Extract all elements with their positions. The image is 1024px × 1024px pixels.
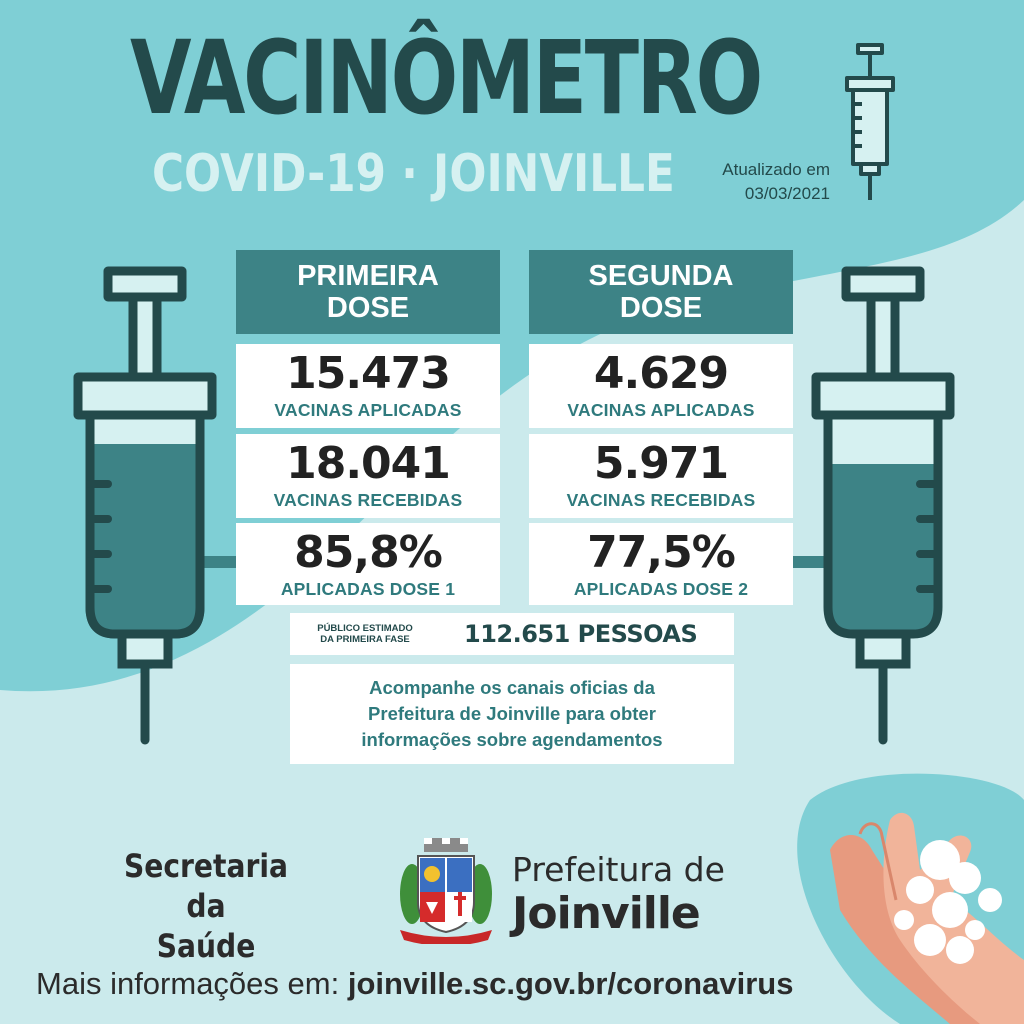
second-dose-heading bbox=[529, 250, 793, 334]
page-subtitle: COVID-19 · JOINVILLE bbox=[152, 144, 675, 204]
info-box bbox=[290, 664, 734, 764]
more-info-url[interactable]: joinville.sc.gov.br/coronavirus bbox=[347, 966, 794, 1001]
updated-label: Atualizado em bbox=[722, 160, 830, 179]
second-dose-percent-value: 77,5% bbox=[587, 527, 735, 578]
first-dose-heading-line2: DOSE bbox=[326, 292, 410, 324]
secretaria-label bbox=[109, 846, 303, 966]
first-dose-applied-value: 15.473 bbox=[286, 348, 450, 399]
coat-of-arms-icon bbox=[390, 836, 502, 944]
second-dose-heading-line2: DOSE bbox=[619, 292, 703, 324]
first-dose-applied-card bbox=[236, 344, 500, 428]
updated-note bbox=[680, 158, 830, 206]
first-dose-received-label: VACINAS RECEBIDAS bbox=[273, 490, 463, 510]
prefeitura-line1: Prefeitura de bbox=[512, 850, 725, 889]
washing-hands-icon bbox=[800, 790, 1024, 1024]
more-info-prefix: Mais informações em: bbox=[36, 966, 348, 1001]
second-dose-received-label: VACINAS RECEBIDAS bbox=[566, 490, 756, 510]
first-dose-heading-line1: PRIMEIRA bbox=[297, 259, 439, 292]
second-dose-applied-value: 4.629 bbox=[593, 348, 729, 399]
public-estimate-label-line2: DA PRIMEIRA FASE bbox=[320, 634, 410, 645]
prefeitura-line2: Joinville bbox=[512, 888, 700, 939]
second-dose-received-card bbox=[529, 434, 793, 518]
first-dose-percent-card bbox=[236, 523, 500, 605]
secretaria-line2: Saúde bbox=[156, 927, 256, 965]
more-info-line bbox=[36, 966, 793, 1002]
secretaria-line1: Secretaria da bbox=[123, 847, 289, 925]
first-dose-received-card bbox=[236, 434, 500, 518]
first-dose-percent-value: 85,8% bbox=[294, 527, 442, 578]
info-line2: Prefeitura de Joinville para obter bbox=[368, 702, 656, 724]
first-dose-percent-label: APLICADAS DOSE 1 bbox=[280, 579, 456, 599]
page-title: VACINÔMETRO bbox=[130, 19, 761, 138]
syringe-icon bbox=[842, 42, 898, 202]
first-dose-heading bbox=[236, 250, 500, 334]
public-estimate-label bbox=[290, 623, 440, 646]
first-dose-applied-label: VACINAS APLICADAS bbox=[274, 400, 462, 420]
public-estimate-label-line1: PÚBLICO ESTIMADO bbox=[317, 622, 413, 634]
syringe-icon bbox=[808, 262, 958, 752]
second-dose-percent-label: APLICADAS DOSE 2 bbox=[573, 579, 749, 599]
syringe-icon bbox=[70, 262, 220, 752]
second-dose-applied-label: VACINAS APLICADAS bbox=[567, 400, 755, 420]
second-dose-applied-card bbox=[529, 344, 793, 428]
updated-date: 03/03/2021 bbox=[744, 183, 830, 203]
second-dose-received-value: 5.971 bbox=[593, 438, 729, 489]
public-estimate-value: 112.651 PESSOAS bbox=[464, 620, 698, 648]
second-dose-percent-card bbox=[529, 523, 793, 605]
info-line3: informações sobre agendamentos bbox=[361, 729, 663, 751]
public-estimate-bar bbox=[290, 613, 734, 655]
second-dose-heading-line1: SEGUNDA bbox=[588, 259, 734, 292]
first-dose-received-value: 18.041 bbox=[286, 438, 450, 489]
info-line1: Acompanhe os canais oficias da bbox=[369, 676, 655, 698]
